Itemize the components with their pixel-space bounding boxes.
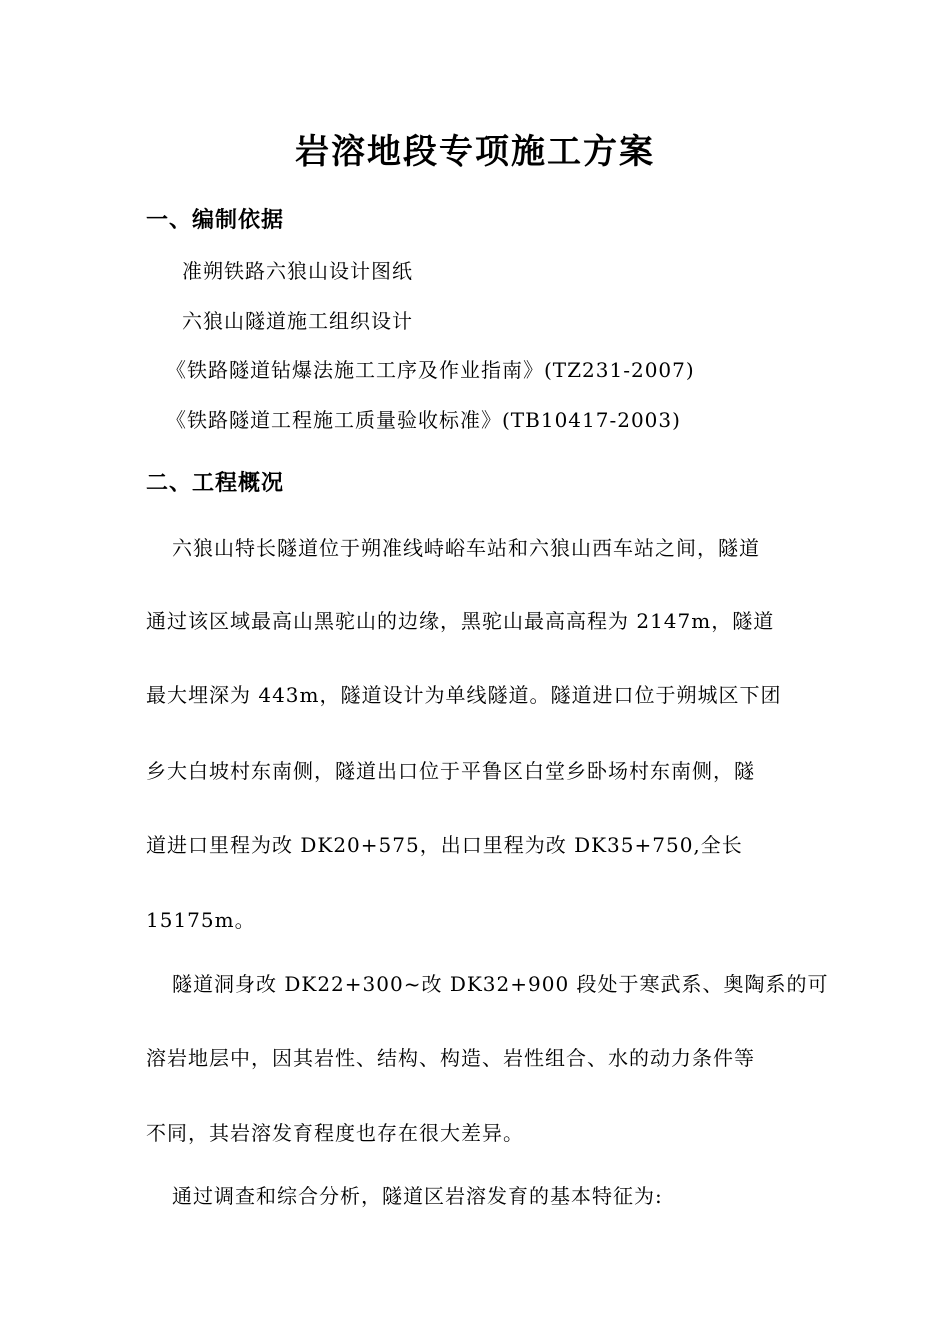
basis-item: 准朔铁路六狼山设计图纸: [182, 259, 413, 283]
paragraph-line: 15175m。: [146, 908, 256, 932]
paragraph-line: 道进口里程为改 DK20+575，出口里程为改 DK35+750,全长: [146, 833, 743, 857]
document-title: 岩溶地段专项施工方案: [295, 132, 655, 172]
paragraph-line: 不同，其岩溶发育程度也存在很大差异。: [146, 1121, 524, 1145]
paragraph-line: 通过该区域最高山黑驼山的边缘，黑驼山最高高程为 2147m，隧道: [146, 609, 775, 633]
basis-item: 《铁路隧道工程施工质量验收标准》(TB10417-2003): [166, 408, 681, 432]
paragraph-line: 乡大白坡村东南侧，隧道出口位于平鲁区白堂乡卧场村东南侧，隧: [146, 759, 755, 783]
section-heading-overview: 二、工程概况: [146, 470, 285, 496]
basis-item: 《铁路隧道钻爆法施工工序及作业指南》(TZ231-2007): [166, 358, 695, 382]
paragraph-line: 溶岩地层中，因其岩性、结构、构造、岩性组合、水的动力条件等: [146, 1046, 755, 1070]
basis-item: 六狼山隧道施工组织设计: [182, 309, 413, 333]
section-heading-basis: 一、编制依据: [146, 207, 285, 233]
paragraph-line: 最大埋深为 443m，隧道设计为单线隧道。隧道进口位于朔城区下团: [146, 683, 782, 707]
paragraph-line: 隧道洞身改 DK22+300~改 DK32+900 段处于寒武系、奥陶系的可: [172, 972, 829, 996]
paragraph-line: 六狼山特长隧道位于朔准线峙峪车站和六狼山西车站之间，隧道: [172, 536, 760, 560]
paragraph-line: 通过调查和综合分析，隧道区岩溶发育的基本特征为:: [172, 1184, 663, 1208]
